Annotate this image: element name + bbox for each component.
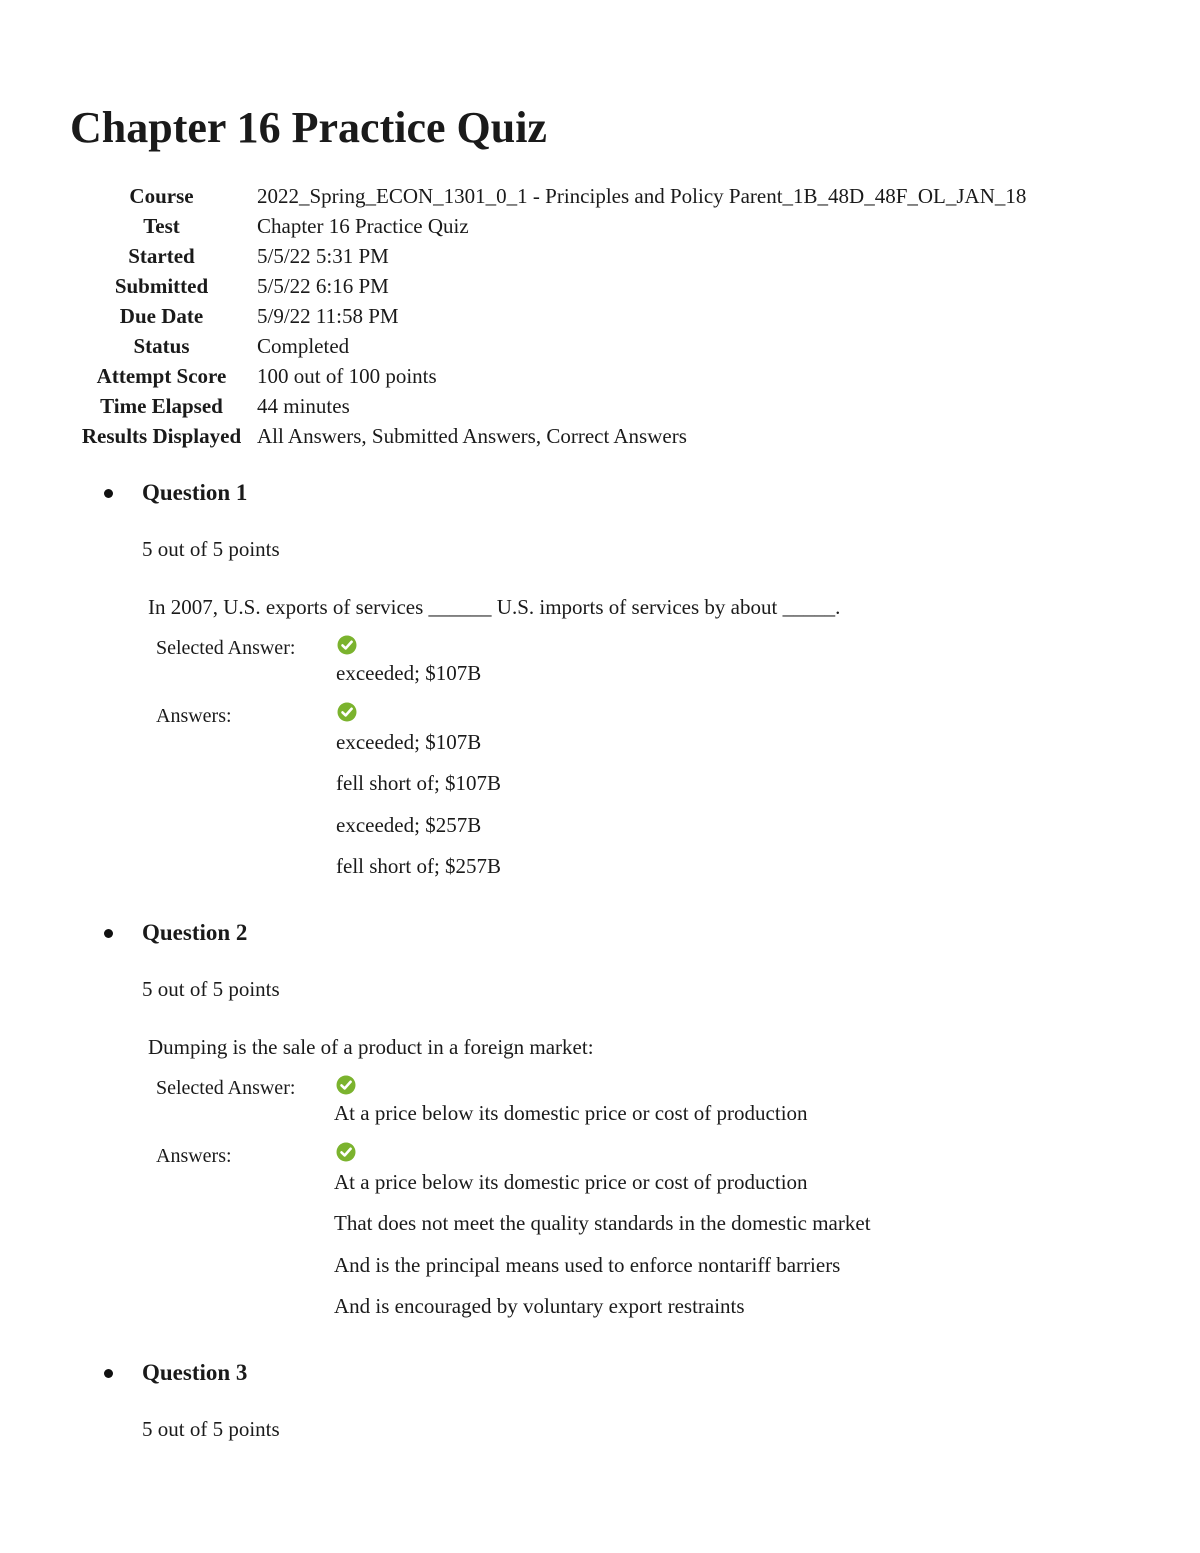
page-title: Chapter 16 Practice Quiz xyxy=(70,103,547,152)
question-points: 5 out of 5 points xyxy=(142,537,280,561)
selected-answer-label: Selected Answer: xyxy=(156,637,296,659)
selected-answer-label: Selected Answer: xyxy=(156,1077,296,1099)
meta-row-started xyxy=(70,241,1150,271)
bullet-icon xyxy=(104,1369,113,1378)
attempt-details xyxy=(70,181,1150,452)
meta-label: Test xyxy=(143,213,180,238)
meta-value: 5/9/22 11:58 PM xyxy=(257,303,399,328)
meta-label: Status xyxy=(133,334,190,359)
meta-row-results-displayed xyxy=(70,422,1150,452)
meta-value: All Answers, Submitted Answers, Correct Answers xyxy=(257,424,687,449)
question-points: 5 out of 5 points xyxy=(142,1417,280,1441)
meta-row-status xyxy=(70,331,1150,361)
question-header xyxy=(104,1358,247,1388)
answer-option: That does not meet the quality standards in the domestic market xyxy=(334,1211,871,1235)
meta-label: Time Elapsed xyxy=(100,394,223,419)
meta-label: Submitted xyxy=(114,273,209,298)
answer-option: exceeded; $107B xyxy=(336,730,482,754)
correct-check-icon xyxy=(336,1075,356,1095)
meta-value: Chapter 16 Practice Quiz xyxy=(257,213,469,238)
meta-value: Completed xyxy=(257,334,350,359)
question-header xyxy=(104,478,247,508)
meta-row-due-date xyxy=(70,301,1150,331)
answer-option: And is encouraged by voluntary export restraints xyxy=(334,1294,745,1318)
question-title: Question 1 xyxy=(142,480,248,505)
meta-label: Due Date xyxy=(119,303,204,328)
meta-label: Course xyxy=(129,183,194,208)
question-title: Question 3 xyxy=(142,1360,248,1385)
bullet-icon xyxy=(104,929,113,938)
selected-answer-text: exceeded; $107B xyxy=(336,661,482,685)
meta-value: 2022_Spring_ECON_1301_0_1 - Principles and Policy Parent_1B_48D_48F_OL_JAN_18 xyxy=(257,183,1027,208)
question-text: In 2007, U.S. exports of services ______ U.S. imports of services by about _____. xyxy=(148,595,841,619)
bullet-icon xyxy=(104,489,113,498)
meta-row-course xyxy=(70,181,1150,211)
meta-row-submitted xyxy=(70,271,1150,301)
question-text: Dumping is the sale of a product in a foreign market: xyxy=(148,1035,594,1059)
question-header xyxy=(104,918,247,948)
selected-answer-text: At a price below its domestic price or cost of production xyxy=(334,1101,808,1125)
correct-check-icon xyxy=(337,635,357,655)
correct-check-icon xyxy=(337,702,357,722)
meta-label: Results Displayed xyxy=(81,424,242,449)
answers-label: Answers: xyxy=(156,705,232,727)
question-points: 5 out of 5 points xyxy=(142,977,280,1001)
answer-option: fell short of; $257B xyxy=(336,854,502,878)
answer-option: fell short of; $107B xyxy=(336,771,502,795)
answer-option: At a price below its domestic price or cost of production xyxy=(334,1170,808,1194)
meta-value: 44 minutes xyxy=(257,394,350,419)
meta-value: 5/5/22 6:16 PM xyxy=(257,273,389,298)
meta-label: Started xyxy=(128,243,195,268)
meta-label: Attempt Score xyxy=(96,364,227,389)
meta-value: 100 out of 100 points xyxy=(257,364,437,389)
answer-option: And is the principal means used to enforce nontariff barriers xyxy=(334,1253,841,1277)
answers-label: Answers: xyxy=(156,1145,232,1167)
answer-option: exceeded; $257B xyxy=(336,813,482,837)
meta-row-attempt-score xyxy=(70,362,1150,392)
meta-row-test xyxy=(70,211,1150,241)
meta-value: 5/5/22 5:31 PM xyxy=(257,243,389,268)
correct-check-icon xyxy=(336,1142,356,1162)
question-title: Question 2 xyxy=(142,920,248,945)
meta-row-time-elapsed xyxy=(70,392,1150,422)
